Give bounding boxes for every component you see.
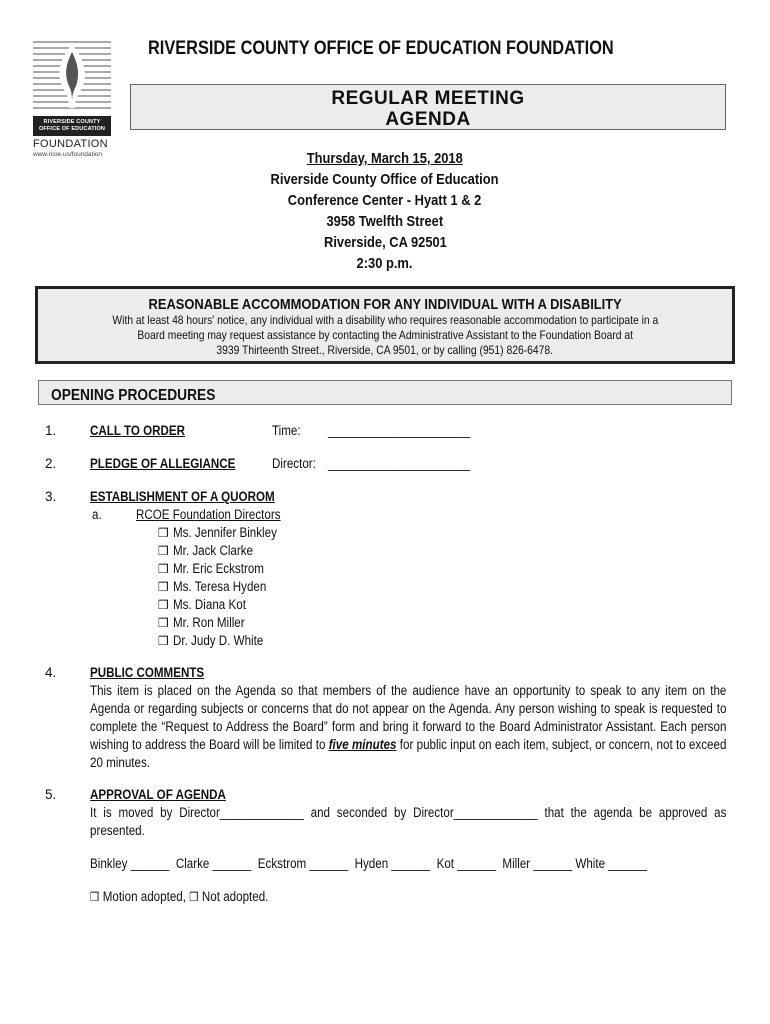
checkbox-icon[interactable]: ❒ (158, 616, 169, 630)
org-title: RIVERSIDE COUNTY OFFICE OF EDUCATION FOUNDATION (148, 38, 614, 59)
item-1-time-label: Time: (272, 423, 301, 438)
director-name: Ms. Jennifer Binkley (172, 525, 277, 540)
checkbox-icon[interactable]: ❒ (158, 598, 169, 612)
title-line-1: REGULAR MEETING (331, 88, 525, 109)
public-comments-text (90, 682, 726, 772)
director-name: Mr. Ron Miller (172, 615, 245, 630)
meeting-city: Riverside, CA 92501 (323, 234, 447, 251)
accommodation-heading: REASONABLE ACCOMMODATION FOR ANY INDIVIDUAL WITH A DISABILITY (148, 296, 622, 313)
public-comments-tail: for public input on each item, subject, or concern, not to exceed 20 minutes. (90, 737, 727, 770)
item-2-title: PLEDGE OF ALLEGIANCE (90, 456, 236, 471)
meeting-details (0, 148, 770, 274)
director-name: Ms. Teresa Hyden (172, 579, 267, 594)
director-name: Mr. Eric Eckstrom (172, 561, 264, 576)
director-row (158, 578, 281, 596)
logo-line-1: RIVERSIDE COUNTY (43, 119, 101, 125)
item-5-title: APPROVAL OF AGENDA (90, 787, 226, 802)
motion-result (90, 888, 297, 906)
vote-line: Binkley ______ Clarke ______ Eckstrom ______ Hyden ______ Kot ______ Miller ______ White ______ (90, 856, 648, 871)
title-line-2: AGENDA (385, 109, 471, 130)
checkbox-icon[interactable]: ❒ (90, 890, 100, 904)
accommodation-notice (35, 286, 735, 364)
meeting-street: 3958 Twelfth Street (326, 213, 444, 230)
checkbox-icon[interactable]: ❒ (158, 562, 169, 576)
item-3-number: 3. (45, 489, 57, 504)
meeting-date: Thursday, March 15, 2018 (306, 150, 464, 167)
checkbox-icon[interactable]: ❒ (158, 634, 169, 648)
five-minutes-emphasis: five minutes (328, 737, 397, 752)
checkbox-icon[interactable]: ❒ (158, 580, 169, 594)
director-name: Mr. Jack Clarke (172, 543, 253, 558)
director-row (158, 560, 279, 578)
checkbox-icon[interactable]: ❒ (189, 890, 199, 904)
item-1-title: CALL TO ORDER (90, 423, 186, 438)
director-row (158, 542, 266, 560)
motion-adopted-label: Motion adopted, (102, 889, 186, 904)
item-5-number: 5. (45, 787, 57, 802)
approval-text (90, 804, 726, 840)
item-2-director-blank: ______________________ (328, 456, 471, 471)
agenda-title-box (130, 84, 726, 130)
section-opening-procedures (38, 380, 732, 405)
logo-foundation: FOUNDATION (33, 138, 108, 150)
foundation-logo (33, 38, 113, 158)
meeting-room: Conference Center - Hyatt 1 & 2 (288, 192, 482, 209)
item-3-sub-letter: a. (92, 507, 102, 522)
logo-wordmark-box (33, 116, 111, 136)
meeting-time: 2:30 p.m. (357, 255, 413, 272)
item-2-number: 2. (45, 456, 57, 471)
director-row (158, 596, 258, 614)
accommodation-line-1: With at least 48 hours' notice, any individual with a disability who requires reasonable accommodation to participate in a (112, 313, 658, 327)
item-3-title: ESTABLISHMENT OF A QUOROM (90, 489, 275, 504)
accommodation-line-3: 3939 Thirteenth Street., Riverside, CA 9501, or by calling (951) 826-6478. (216, 343, 554, 357)
approval-body: It is moved by Director_____________ and seconded by Director_____________ that the agenda be approved as presented. (90, 805, 727, 838)
director-row (158, 524, 294, 542)
public-comments-body: This item is placed on the Agenda so that members of the audience have an opportunity to speak to any item on the Agenda or regarding subjects or concerns that do not appear on the Agenda. Any person wishing to speak is requested to complete the “Request to Address the Board” form and bring it forward to the Board Administrator Assistant. Each person wishing to address the Board will be limited to (90, 683, 727, 752)
item-1-time-blank: ______________________ (328, 423, 471, 438)
section-title: OPENING PROCEDURES (51, 387, 216, 404)
item-2-director-label: Director: (272, 456, 316, 471)
director-name: Ms. Diana Kot (172, 597, 246, 612)
director-name: Dr. Judy D. White (172, 633, 264, 648)
meeting-org: Riverside County Office of Education (271, 171, 499, 188)
director-row (158, 614, 256, 632)
logo-url: www.rcoe.us/foundation (33, 151, 103, 158)
logo-line-2: OFFICE OF EDUCATION (38, 126, 106, 132)
item-4-number: 4. (45, 665, 57, 680)
accommodation-line-2: Board meeting may request assistance by contacting the Administrative Assistant to the Foundation Board at (137, 328, 633, 342)
item-3-sub-title: RCOE Foundation Directors (136, 507, 281, 522)
item-4-title: PUBLIC COMMENTS (90, 665, 205, 680)
checkbox-icon[interactable]: ❒ (158, 526, 169, 540)
motion-not-adopted-label: Not adopted. (201, 889, 269, 904)
flame-logo-icon (33, 38, 111, 114)
item-1-number: 1. (45, 423, 57, 438)
director-row (158, 632, 278, 650)
checkbox-icon[interactable]: ❒ (158, 544, 169, 558)
